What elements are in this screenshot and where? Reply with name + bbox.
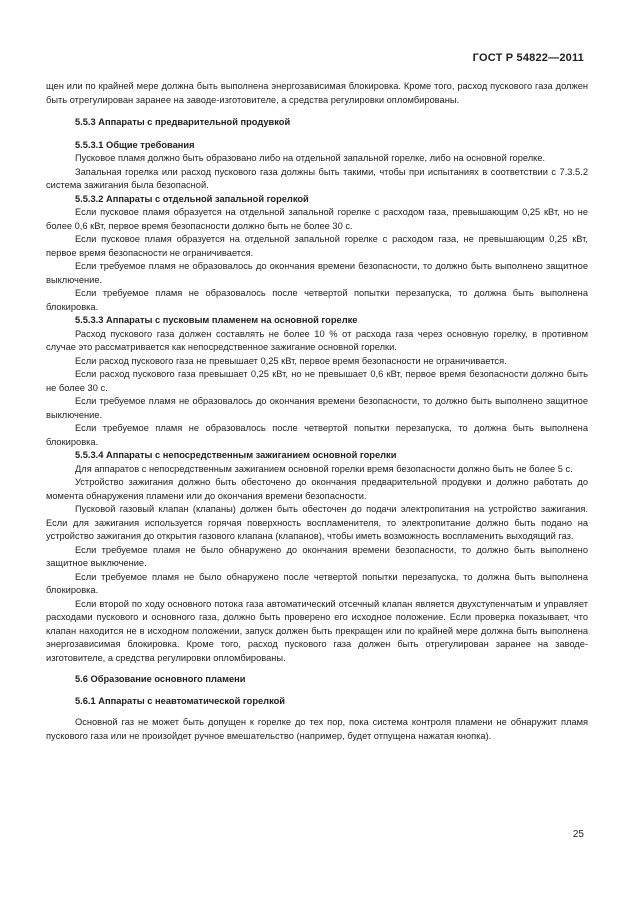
paragraph: Если требуемое пламя не образовалось после четвертой попытки перезапуска, то должна быть выполнена блокировка. [46, 423, 588, 447]
section-heading: 5.6 Образование основного пламени [75, 674, 246, 684]
subsection-heading: 5.6.1 Аппараты с неавтоматической горелкой [75, 695, 286, 706]
paragraph: Если требуемое пламя не было обнаружено после четвертой попытки перезапуска, то должна быть выполнена блокировка. [46, 571, 588, 595]
section-heading: 5.5.3 Аппараты с предварительной продувкой [75, 117, 291, 127]
paragraph: Пусковое пламя должно быть образовано либо на отдельной запальной горелке, либо на основной горелке. [75, 153, 546, 163]
paragraph: Основной газ не может быть допущен к горелке до тех пор, пока система контроля пламени не обнаружит пламя пускового газа или не произойдет ручное вмешательство (например, будет отпущена нажатая кнопка). [46, 717, 588, 741]
paragraph: Если пусковое пламя образуется на отдельной запальной горелке с расходом газа, превышающим 0,25 кВт, но не более 0,6 кВт, первое время безопасности должно быть не более 30 с. [46, 207, 588, 231]
paragraph: Если второй по ходу основного потока газа автоматический отсечный клапан является двухступенчатым и управляет расходами пускового и основного газа, должно быть проверено его исходное положение. Если проверка показывает, что клапан находится не в исходном положении, запуск должен быть прекращен или по крайней мере должна быть выполнена энергозависимая блокировка. Кроме того, расход пускового газа должен быть отрегулирован заранее на заводе-изготовителе, а средства регулировки опломбированы. [46, 598, 588, 663]
subsection-heading: 5.5.3.2 Аппараты с отдельной запальной горелкой [75, 193, 309, 204]
paragraph: щен или по крайней мере должна быть выполнена энергозависимая блокировка. Кроме того, расход пускового газа должен быть отрегулирован заранее на заводе-изготовителе, а средства регулировки опломбированы. [46, 81, 588, 105]
subsection-heading: 5.5.3.4 Аппараты с непосредственным зажиганием основной горелки [75, 450, 397, 460]
subsection-heading: 5.5.3.1 Общие требования [75, 139, 195, 150]
paragraph: Если требуемое пламя не образовалось до окончания времени безопасности, то должно быть выполнено защитное выключение. [46, 396, 588, 420]
paragraph: Если расход пускового газа не превышает 0,25 кВт, первое время безопасности не ограничивается. [75, 355, 507, 366]
subsection-heading: 5.5.3.3 Аппараты с пусковым пламенем на основной горелке [75, 315, 358, 325]
paragraph: Расход пускового газа должен составлять не более 10 % от расхода газа через основную горелку, в противном случае это рассматривается как непосредственное зажигание основной горелки. [46, 328, 588, 352]
document-header: ГОСТ Р 54822—2011 [472, 52, 584, 64]
paragraph: Устройство зажигания должно быть обесточено до окончания предварительной продувки и должно работать до момента обнаружения пламени или до окончания времени безопасности. [46, 477, 588, 501]
paragraph: Если требуемое пламя не образовалось после четвертой попытки перезапуска, то должна быть выполнена блокировка. [46, 288, 588, 312]
paragraph: Если требуемое пламя не образовалось до окончания времени безопасности, то должно быть выполнено защитное выключение. [46, 261, 588, 285]
paragraph: Пусковой газовый клапан (клапаны) должен быть обесточен до подачи электропитания на устройство зажигания. Если для зажигания используется горячая поверхность воспламенителя, то электропитание должно быть подано на устройство зажигания до открытия газового клапана (клапанов), чтобы иметь возможность воспламенить выходящий газ. [46, 504, 588, 541]
page-number: 25 [572, 829, 584, 840]
paragraph: Запальная горелка или расход пускового газа должны быть такими, чтобы при испытаниях в соответствии с 7.3.5.2 система зажигания была безопасной. [46, 166, 588, 190]
paragraph: Если пусковое пламя образуется на отдельной запальной горелке с расходом газа, не превышающим 0,25 кВт, первое время безопасности не ограничивается. [46, 234, 588, 258]
paragraph: Для аппаратов с непосредственным зажиганием основной горелки время безопасности должно быть не более 5 с. [75, 463, 573, 474]
paragraph: Если требуемое пламя не было обнаружено до окончания времени безопасности, то должно быть выполнено защитное выключение. [46, 544, 588, 568]
paragraph: Если расход пускового газа превышает 0,25 кВт, но не превышает 0,6 кВт, первое время безопасности должно быть не более 30 с. [46, 369, 588, 393]
document-body [46, 80, 588, 743]
